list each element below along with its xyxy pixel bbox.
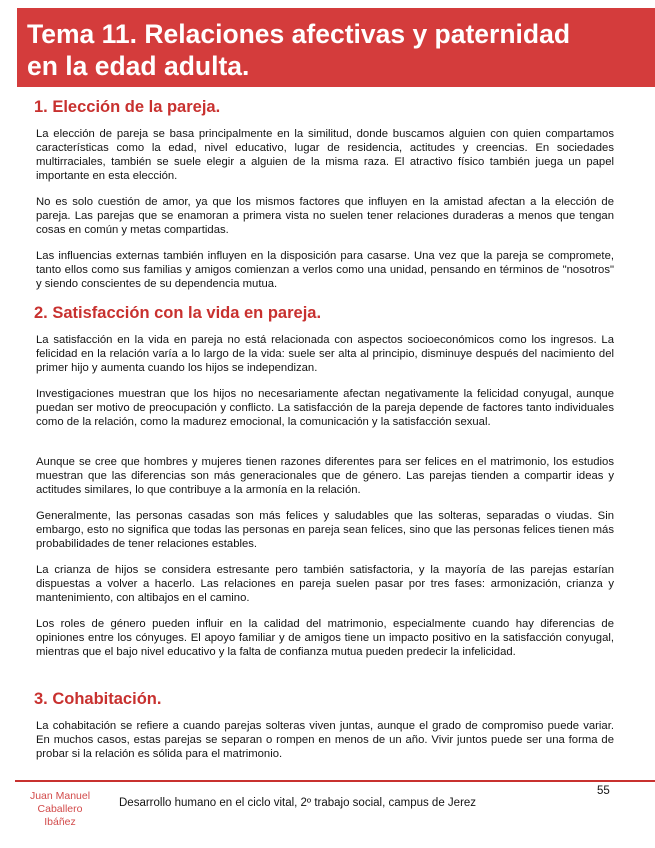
section-title-satisfaccion: 2. Satisfacción con la vida en pareja. — [34, 304, 322, 322]
paragraph: Aunque se cree que hombres y mujeres tienen razones diferentes para ser felices en el matrimonio, los estudios muestran que las diferencias son más generacionales que de género. Las parejas tienden a compartir ideas y actitudes similares, lo que contribuye a la armonía en la relación. — [36, 456, 614, 496]
author-line: Caballero — [37, 803, 83, 815]
page-number: 55 — [597, 785, 610, 797]
footer-divider — [15, 780, 655, 782]
footer-course-text: Desarrollo humano en el ciclo vital, 2º trabajo social, campus de Jerez — [119, 797, 477, 809]
footer-author — [18, 790, 102, 829]
paragraph: La cohabitación se refiere a cuando parejas solteras viven juntas, aunque el grado de compromiso puede variar. En muchos casos, estas parejas se separan o rompen en menos de un año. Vivir juntos puede ser una forma de probar si la relación es sólida para el matrimonio. — [36, 720, 614, 760]
section-title-cohabitacion: 3. Cohabitación. — [34, 690, 162, 708]
page-title — [27, 18, 655, 82]
paragraph: La satisfacción en la vida en pareja no está relacionada con aspectos socioeconómicos como los ingresos. La felicidad en la relación varía a lo largo de la vida: suele ser alta al principio, disminuye después del nacimiento del primer hijo y aumenta cuando los hijos se independizan. — [36, 334, 614, 374]
page-title-line-1: Tema 11. Relaciones afectivas y paternidad — [27, 19, 571, 49]
page-title-line-2: en la edad adulta. — [27, 51, 250, 81]
paragraph: Investigaciones muestran que los hijos no necesariamente afectan negativamente la felicidad conyugal, aunque puedan ser motivo de preocupación y conflicto. La satisfacción de la pareja depende de factores tanto individuales como de la relación, como la madurez emocional, la comunicación y la satisfacción sexual. — [36, 388, 614, 428]
paragraph: Las influencias externas también influyen en la disposición para casarse. Una vez que la pareja se compromete, tanto ellos como sus familias y amigos comienzan a verlos como una unidad, pensando en términos de "nosotros" y siendo conscientes de su dependencia mutua. — [36, 250, 614, 290]
paragraph: La crianza de hijos se considera estresante pero también satisfactoria, y la mayoría de las parejas estarían dispuestas a volver a hacerlo. Las relaciones en pareja suelen pasar por tres fases: armonización, crianza y mantenimiento, con altibajos en el camino. — [36, 564, 614, 604]
author-line: Ibáñez — [44, 816, 76, 828]
paragraph: Los roles de género pueden influir en la calidad del matrimonio, especialmente cuando hay diferencias de opiniones entre los cónyuges. El apoyo familiar y de amigos tiene un impacto positivo en la satisfacción conyugal, mientras que el bajo nivel educativo y la falta de confianza mutua pueden predecir la infelicidad. — [36, 618, 614, 658]
paragraph: No es solo cuestión de amor, ya que los mismos factores que influyen en la amistad afectan a la elección de pareja. Las parejas que se enamoran a primera vista no suelen tener relaciones duraderas a menos que tengan cosas en común y metas compartidas. — [36, 196, 614, 236]
section-title-eleccion: 1. Elección de la pareja. — [34, 98, 221, 116]
paragraph: La elección de pareja se basa principalmente en la similitud, donde buscamos alguien con quien compartamos características como la edad, nivel educativo, lugar de residencia, actitudes y creencias. En sociedades multirraciales, también se suele elegir a alguien de la misma raza. El atractivo físico también juega un papel importante en esta elección. — [36, 128, 614, 182]
author-line: Juan Manuel — [29, 790, 91, 802]
title-banner — [17, 8, 655, 87]
paragraph: Generalmente, las personas casadas son más felices y saludables que las solteras, separadas o viudas. Sin embargo, esto no significa que todas las personas en pareja sean felices, sino que las personas felices tienen más probabilidades de tener relaciones estables. — [36, 510, 614, 550]
